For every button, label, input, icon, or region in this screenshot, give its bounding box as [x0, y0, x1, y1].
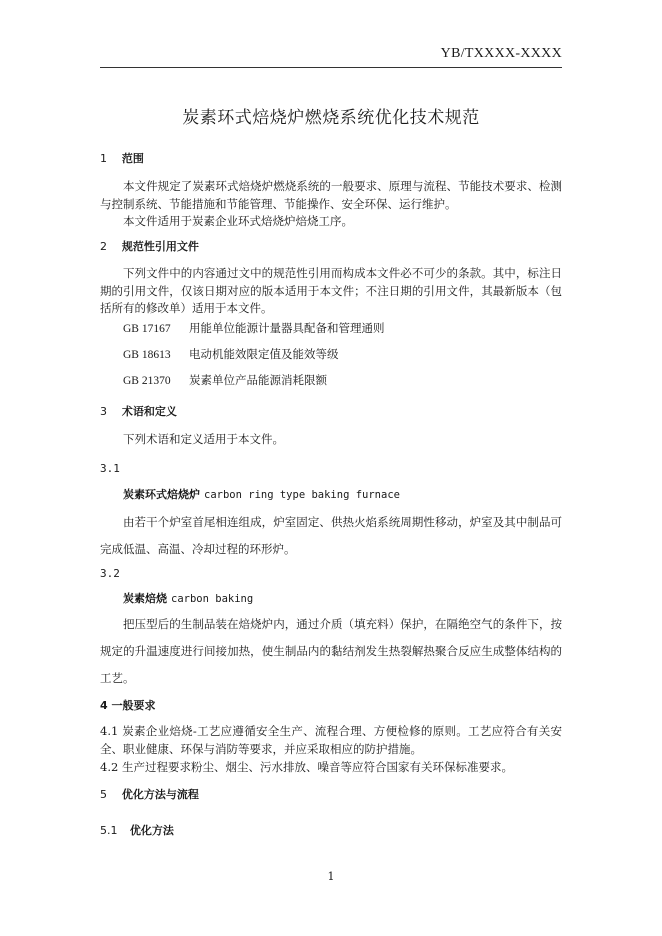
section-4-title: 一般要求 [111, 699, 156, 712]
term-definition: 由若干个炉室首尾相连组成，炉室固定、供热火焰系统周期性移动，炉室及其中制品可完成低温、高温、冷却过程的环形炉。 [100, 515, 562, 556]
reference-line [100, 372, 585, 391]
page-number: 1 [327, 870, 335, 883]
section-3-title: 术语和定义 [121, 405, 177, 418]
section-1-title: 范围 [121, 152, 144, 165]
section-2-heading [100, 238, 562, 256]
document-title: 炭素环式焙烧炉燃烧系统优化技术规范 [182, 108, 480, 128]
section-4-heading [100, 697, 562, 715]
section-2-title: 规范性引用文件 [121, 240, 199, 253]
term-name-cn: 炭素环式焙烧炉 [123, 488, 200, 501]
section-5-number: 5 [100, 788, 107, 801]
reference-name: 电动机能效限定值及能效等级 [189, 347, 339, 361]
header-rule [100, 67, 562, 68]
section-3-heading [100, 403, 562, 421]
reference-code: GB 18613 [123, 349, 171, 361]
section-5-title: 优化方法与流程 [121, 788, 199, 801]
reference-line [100, 346, 585, 365]
reference-code: GB 21370 [123, 375, 171, 387]
requirement-4-1: 4.1 炭素企业焙烧-工艺应遵循安全生产、流程合理、方便检修的原则。工艺应符合有关安全、职业健康、环保与消防等要求，并应采取相应的防护措施。 [100, 724, 562, 756]
reference-name: 炭素单位产品能源消耗限额 [189, 373, 327, 387]
section-1-heading [100, 150, 562, 168]
section-2-number: 2 [100, 240, 107, 253]
reference-line [100, 320, 585, 339]
section-1-paragraph-1: 本文件规定了炭素环式焙烧炉燃烧系统的一般要求、原理与流程、节能技术要求、检测与控制系统、节能措施和节能管理、节能操作、安全环保、运行维护。 [100, 179, 562, 211]
reference-name: 用能单位能源计量器具配备和管理通则 [189, 321, 385, 335]
reference-code: GB 17167 [123, 323, 171, 335]
section-3-number: 3 [100, 405, 107, 418]
term-number: 3.1 [100, 462, 120, 475]
standard-code: YB/TXXXX-XXXX [440, 46, 562, 61]
requirement-4-2: 4.2 生产过程要求粉尘、烟尘、污水排放、噪音等应符合国家有关环保标准要求。 [100, 760, 513, 774]
subsection-5-1-title: 优化方法 [129, 824, 174, 837]
section-4-number: 4 [100, 699, 108, 712]
term-name-en: carbon ring type baking furnace [204, 489, 400, 501]
section-2-paragraph-1: 下列文件中的内容通过文中的规范性引用而构成本文件必不可少的条款。其中，标注日期的引用文件，仅该日期对应的版本适用于本文件；不注日期的引用文件，其最新版本（包括所有的修改单）适用于本文件。 [100, 266, 562, 315]
section-5-heading [100, 786, 562, 804]
subsection-5-1-number: 5.1 [100, 824, 118, 837]
term-name-cn: 炭素焙烧 [123, 592, 167, 605]
section-3-intro: 下列术语和定义适用于本文件。 [123, 432, 284, 446]
term-definition: 把压型后的生制品装在焙烧炉内，通过介质（填充料）保护，在隔绝空气的条件下，按规定的升温速度进行间接加热，使生制品内的黏结剂发生热裂解热聚合反应生成整体结构的工艺。 [100, 617, 562, 685]
term-name [100, 590, 585, 609]
section-1-number: 1 [100, 152, 107, 165]
term-number: 3.2 [100, 567, 120, 580]
term-name [100, 486, 585, 505]
subsection-5-1-heading [100, 822, 562, 840]
section-1-paragraph-2: 本文件适用于炭素企业环式焙烧炉焙烧工序。 [123, 214, 353, 228]
term-name-en: carbon baking [171, 593, 254, 605]
